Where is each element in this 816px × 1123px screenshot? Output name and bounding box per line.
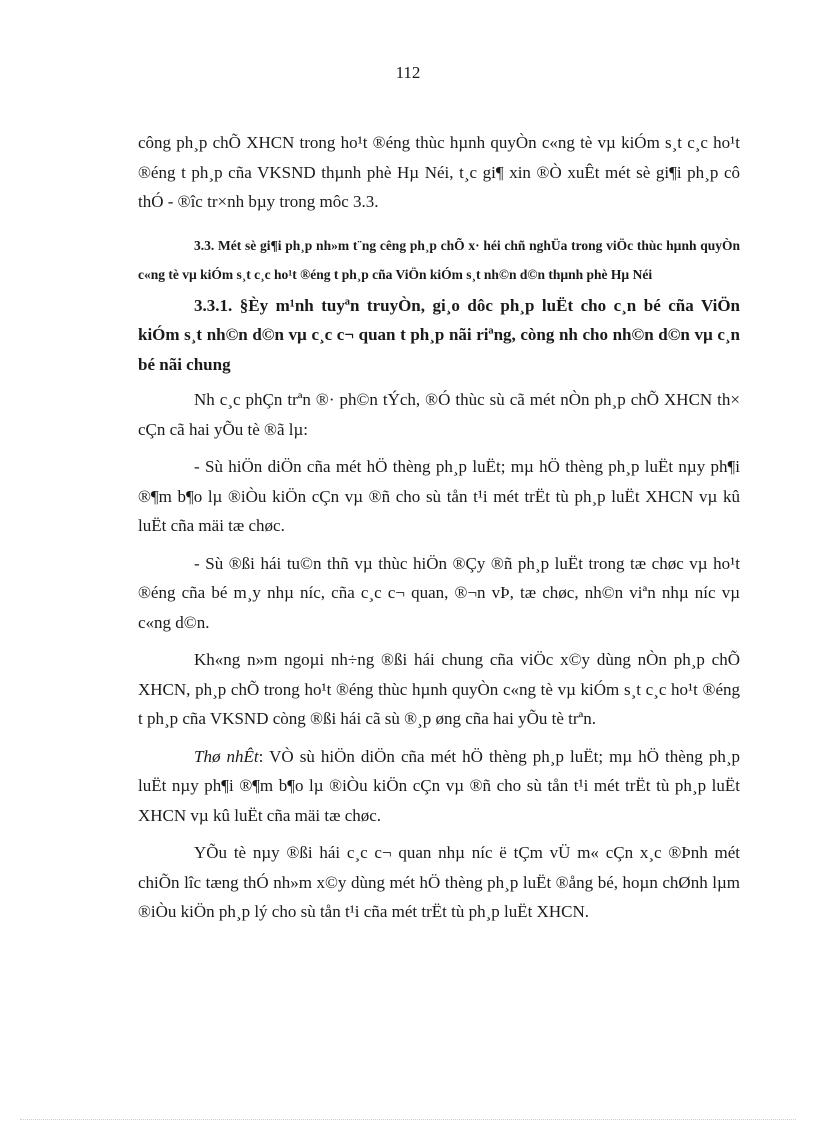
page-number: 112 xyxy=(395,63,421,82)
first-point-label: Thø nhÊt xyxy=(194,746,259,766)
paragraph-two-elements: Nh c¸c phÇn trªn ®· ph©n tÝch, ®Ó thùc sù cã mét nÒn ph¸p chÕ XHCN th× cÇn cã hai yÕu tè ®ã lµ: xyxy=(138,390,740,439)
paragraph-general-requirements: Kh«ng n»m ngoµi nh÷ng ®ßi hái chung cña viÖc x©y dùng nÒn ph¸p chÕ XHCN, ph¸p chÕ trong ho¹t ®éng thùc hµnh quyÒn c«ng tè vµ kiÓm s¸t c¸c ho¹t ®éng t ph¸p cña VKSND còng ®ßi hái cã sù ®¸p øng cña hai yÕu tè trªn. xyxy=(138,650,740,728)
section-heading-3-3: 3.3. Mét sè gi¶i ph¸p nh»m t¨ng cêng ph¸p chÕ x· héi chñ nghÜa trong viÖc thùc hµnh quyÒn c«ng tè vµ kiÓm s¸t c¸c ho¹t ®éng t ph¸p cña ViÖn kiÓm s¸t nh©n d©n thµnh phè Hµ Néi xyxy=(138,237,740,282)
page-body xyxy=(138,128,740,935)
paragraph-element-two: - Sù ®ßi hái tu©n thñ vµ thùc hiÖn ®Çy ®ñ ph¸p luËt trong tæ chøc vµ ho¹t ®éng cña bé m¸y nhµ níc, cña c¸c c¬ quan, ®¬n vÞ, tæ chøc, nh©n viªn nhµ níc vµ c«ng d©n. xyxy=(138,553,740,632)
paragraph-first-point xyxy=(138,742,740,831)
page-bottom-rule xyxy=(20,1119,796,1120)
paragraph-intro: công ph¸p chÕ XHCN trong ho¹t ®éng thùc hµnh quyÒn c«ng tè vµ kiÓm s¸t c¸c ho¹t ®éng t ph¸p cña VKSND thµnh phè Hµ Néi, t¸c gi¶ xin ®Ò xuÊt mét sè gi¶i ph¸p cô thÓ - ®îc tr×nh bµy trong môc 3.3. xyxy=(138,133,740,211)
first-point-text: : VÒ sù hiÖn diÖn cña mét hÖ thèng ph¸p luËt; mµ hÖ thèng ph¸p luËt nµy ph¶i ®¶m b¶o lµ ®iÒu kiÖn cÇn vµ ®ñ cho sù tån t¹i mét trËt tù ph¸p luËt XHCN vµ kû luËt cña mäi tæ chøc. xyxy=(138,746,741,825)
paragraph-element-one: - Sù hiÖn diÖn cña mét hÖ thèng ph¸p luËt; mµ hÖ thèng ph¸p luËt nµy ph¶i ®¶m b¶o lµ ®iÒu kiÖn cÇn vµ ®ñ cho sù tån t¹i mét trËt tù ph¸p luËt XHCN vµ kû luËt cña mäi tæ chøc. xyxy=(138,457,740,535)
subsection-heading-3-3-1: 3.3.1. §Èy m¹nh tuyªn truyÒn, gi¸o dôc ph¸p luËt cho c¸n bé cña ViÖn kiÓm s¸t nh©n d©n vµ c¸c c¬ quan t ph¸p nãi riªng, còng nh cho nh©n d©n vµ c¸n bé nãi chung xyxy=(138,295,740,374)
paragraph-strategy: YÕu tè nµy ®ßi hái c¸c c¬ quan nhµ níc ë tÇm vÜ m« cÇn x¸c ®Þnh mét chiÕn lîc tæng thÓ nh»m x©y dùng mét hÖ thèng ph¸p luËt ®ång bé, hoµn chØnh lµm ®iÒu kiÖn ph¸p lý cho sù tån t¹i cña mét trËt tù ph¸p luËt XHCN. xyxy=(138,843,740,921)
